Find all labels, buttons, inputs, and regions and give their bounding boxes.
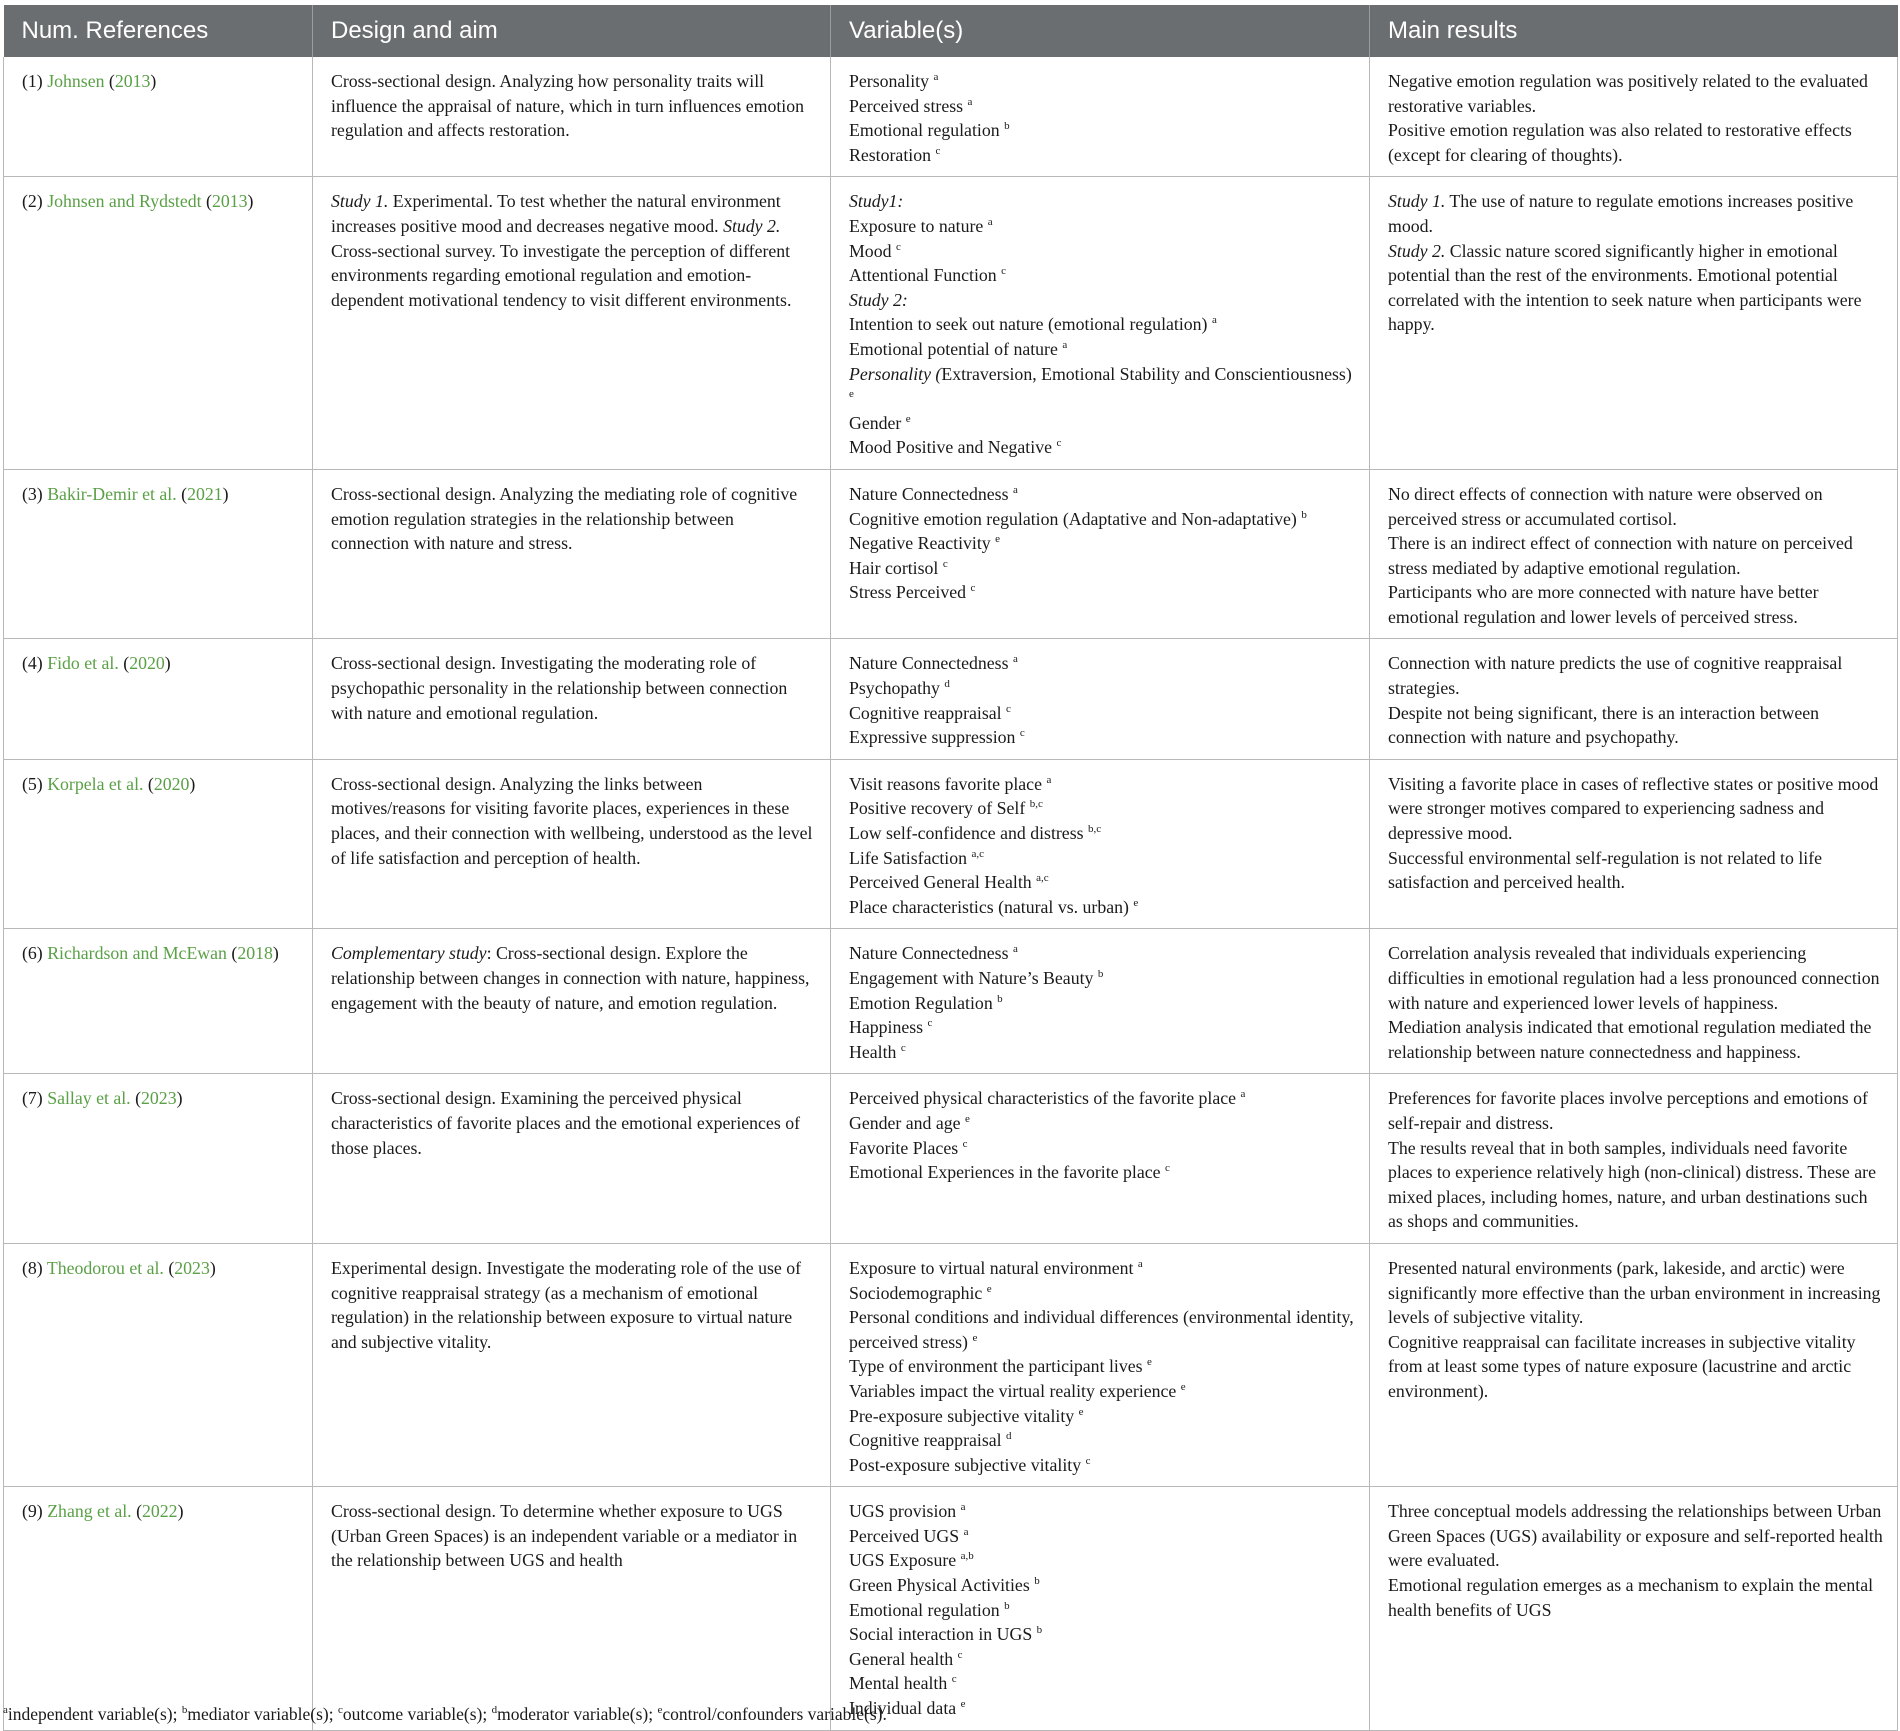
variable-item [849, 676, 1355, 701]
variable-name: Mental health [849, 1673, 948, 1694]
header-num-references: Num. References [4, 5, 313, 57]
variable-role: a [1012, 943, 1018, 956]
row-number: (8) [22, 1257, 43, 1278]
studies-table [3, 5, 1898, 1731]
footnote-marker: b [181, 1704, 188, 1717]
reference-author-link[interactable]: Richardson and McEwan [47, 943, 227, 964]
reference-cell: (9) Zhang et al. (2022) [4, 1487, 313, 1730]
footnote-text: mediator variable(s); [187, 1704, 338, 1724]
variable-name: Mood [849, 240, 892, 261]
variable-name: Negative Reactivity [849, 533, 991, 554]
variable-name: Mood Positive and Negative [849, 437, 1052, 458]
variable-name: Variables impact the virtual reality experience [849, 1380, 1177, 1401]
result-text: Classic nature scored significantly higher in emotional potential than the rest of the environments. Emotional potential correlated with the intention to seek nature when participants were happy. [1388, 240, 1862, 335]
variable-item [849, 1015, 1355, 1040]
variable-item [849, 895, 1355, 920]
design-cell [313, 639, 831, 759]
variable-item [849, 1671, 1355, 1696]
design-text: : Cross-sectional design. Explore the relationship between changes in connection with nature, happiness, engagement with the beauty of nature, and emotion regulation. [331, 943, 810, 1013]
reference-author-link[interactable]: Sallay et al. [47, 1088, 131, 1109]
variables-cell [831, 469, 1370, 639]
study-label: Study 2. [1388, 240, 1446, 261]
reference-cell: (7) Sallay et al. (2023) [4, 1074, 313, 1244]
variable-item [849, 411, 1355, 436]
result-line: Negative emotion regulation was positively related to the evaluated restorative variables. [1388, 71, 1868, 116]
variable-role: c [927, 1017, 933, 1030]
variable-item [849, 1622, 1355, 1647]
variable-role: d [944, 678, 950, 691]
variable-role: e [986, 1282, 992, 1295]
result-text: The use of nature to regulate emotions increases positive mood. [1388, 191, 1854, 236]
design-label: Complementary study [331, 943, 487, 964]
footnote-marker: c [338, 1704, 343, 1717]
table-row [4, 929, 1898, 1074]
footnote-text: moderator variable(s); [497, 1704, 658, 1724]
result-line: Mediation analysis indicated that emotional regulation mediated the relationship between nature connectedness and happiness. [1388, 1017, 1872, 1062]
variable-item [849, 870, 1355, 895]
variable-role: b [1301, 508, 1307, 521]
reference-cell: (5) Korpela et al. (2020) [4, 759, 313, 929]
variable-role: c [1056, 437, 1062, 450]
footnote-text: independent variable(s); [7, 1704, 182, 1724]
variable-name: Health [849, 1041, 897, 1062]
table-row [4, 1243, 1898, 1486]
variable-role: a [1062, 339, 1068, 352]
variable-role: b [1034, 1575, 1040, 1588]
design-text: Cross-sectional design. To determine whether exposure to UGS (Urban Green Spaces) is an independent variable or a mediator in the relationship between UGS and health [331, 1501, 798, 1571]
result-line: Three conceptual models addressing the relationships between Urban Green Spaces (UGS) availability or exposure and self-reported health were evaluated. [1388, 1501, 1883, 1571]
variable-name: Positive recovery of Self [849, 798, 1026, 819]
variable-role: a [960, 1501, 966, 1514]
variable-name: Emotion Regulation [849, 992, 993, 1013]
variable-name: Restoration [849, 144, 931, 165]
header-main-results: Main results [1370, 5, 1898, 57]
variable-item [849, 725, 1355, 750]
variable-item [849, 1524, 1355, 1549]
result-line: Emotional regulation emerges as a mechanism to explain the mental health benefits of UGS [1388, 1575, 1874, 1620]
variable-item [849, 1160, 1355, 1185]
variable-name: Personal conditions and individual differences (environmental identity, perceived stress) [849, 1307, 1354, 1352]
variable-name: Happiness [849, 1017, 924, 1038]
variable-item [849, 772, 1355, 797]
variable-item [849, 337, 1355, 362]
variable-role: b [1097, 968, 1104, 981]
footnote-marker: a [3, 1704, 8, 1717]
variable-name: Post-exposure subjective vitality [849, 1454, 1082, 1475]
result-line: Cognitive reappraisal can facilitate increases in subjective vitality from at least some types of nature exposure (lacustrine and arctic environment). [1388, 1331, 1856, 1401]
variable-item [849, 1647, 1355, 1672]
design-text: Cross-sectional design. Examining the perceived physical characteristics of favorite places and the emotional experiences of those places. [331, 1088, 801, 1158]
variable-name: Nature Connectedness [849, 483, 1009, 504]
design-cell [313, 177, 831, 470]
variable-role: a,b [960, 1550, 974, 1563]
result-line: Successful environmental self-regulation is not related to life satisfaction and perceived health. [1388, 847, 1823, 893]
reference-year-link[interactable]: 2020 [129, 653, 165, 674]
variable-name: Individual data [849, 1698, 957, 1719]
reference-author-link[interactable]: Bakir-Demir et al. [47, 483, 177, 504]
result-line: Presented natural environments (park, lakeside, and arctic) were significantly more effective than the urban environment in increasing levels of subjective vitality. [1388, 1257, 1881, 1328]
variable-item [849, 1040, 1355, 1065]
variable-item [849, 941, 1355, 966]
table-footnote [3, 1704, 887, 1725]
variable-role: a [1012, 483, 1018, 496]
variable-name: Gender and age [849, 1112, 961, 1133]
table-row [4, 639, 1898, 759]
footnote-marker: e [657, 1704, 663, 1717]
variable-item [849, 580, 1355, 605]
design-text: Cross-sectional design. Analyzing the links between motives/reasons for visiting favorite places, experiences in these places, and their connection with wellbeing, understood as the level of life satisfaction and perception of health. [331, 773, 813, 868]
variables-cell [831, 1074, 1370, 1244]
variable-role: e [849, 388, 854, 401]
variable-item [849, 1305, 1355, 1354]
study-label: Study 1. [1388, 191, 1446, 212]
variables-cell [831, 1243, 1370, 1486]
variables-cell [831, 759, 1370, 929]
table-row [4, 759, 1898, 929]
design-text: Cross-sectional design. Analyzing how personality traits will influence the appraisal of nature, which in turn influences emotion regulation and affects restoration. [331, 71, 805, 141]
variable-name: Cognitive reappraisal [849, 702, 1002, 723]
design-cell [313, 1487, 831, 1730]
variable-name: Perceived stress [849, 95, 964, 116]
variables-cell [831, 1487, 1370, 1730]
variable-item [849, 1086, 1355, 1111]
design-text: Cross-sectional design. Investigating the moderating role of psychopathic personality in the relationship between connection with nature and emotional regulation. [331, 653, 788, 723]
design-cell [313, 57, 831, 177]
design-text: Experimental. To test whether the natural environment increases positive mood and decreases negative mood. [331, 191, 781, 236]
variable-role: a,c [1036, 872, 1049, 885]
variables-cell [831, 639, 1370, 759]
variable-name: Favorite Places [849, 1137, 959, 1158]
variable-name: Attentional Function [849, 265, 997, 286]
variable-item [849, 312, 1355, 337]
variable-role: a [1211, 314, 1217, 327]
reference-cell: (1) Johnsen (2013) [4, 57, 313, 177]
variables-cell [831, 929, 1370, 1074]
result-line: Positive emotion regulation was also related to restorative effects (except for clearing of thoughts). [1388, 120, 1852, 165]
variable-name: Social interaction in UGS [849, 1624, 1033, 1645]
variable-role: c [1165, 1162, 1170, 1175]
footnote-text: control/confounders variable(s). [662, 1704, 887, 1724]
reference-cell: (8) Theodorou et al. (2023) [4, 1243, 313, 1486]
reference-year-link[interactable]: 2013 [114, 71, 151, 91]
header-row [4, 5, 1898, 57]
variable-role: a [967, 95, 973, 108]
design-text: Cross-sectional survey. To investigate the perception of different environments regarding emotional regulation and emotion-dependent motivational tendency to visit different environments. [331, 240, 792, 310]
variable-item [849, 1354, 1355, 1379]
variable-role: c [970, 582, 976, 595]
reference-year-link[interactable]: 2021 [187, 483, 223, 504]
variable-name: Perceived UGS [849, 1525, 960, 1546]
variable-role: c [951, 1673, 957, 1686]
design-text: Cross-sectional design. Analyzing the mediating role of cognitive emotion regulation strategies in the relationship between connection with nature and stress. [331, 483, 798, 554]
variable-name: Intention to seek out nature (emotional regulation) [849, 314, 1208, 335]
variable-name: Low self-confidence and distress [849, 823, 1084, 844]
row-number: (7) [22, 1088, 43, 1109]
variable-name: Life Satisfaction [849, 847, 968, 868]
reference-year-link[interactable]: 2018 [237, 943, 273, 964]
result-line: Visiting a favorite place in cases of reflective states or positive mood were stronger motives compared to experiencing sadness and depressive mood. [1388, 773, 1879, 844]
variable-item [849, 846, 1355, 871]
variable-name: UGS Exposure [849, 1550, 957, 1571]
variable-name: Gender [849, 412, 902, 433]
variable-role: a [963, 1525, 969, 1538]
row-number: (2) [22, 191, 43, 212]
variable-role: e [972, 1331, 978, 1344]
reference-cell: (2) Johnsen and Rydstedt (2013) [4, 177, 313, 470]
variable-name: Emotional potential of nature [849, 338, 1058, 359]
results-cell [1370, 639, 1898, 759]
variable-role: c [895, 240, 901, 253]
variable-role: a [987, 216, 993, 229]
results-cell [1370, 1074, 1898, 1244]
reference-cell: (4) Fido et al. (2020) [4, 639, 313, 759]
variable-item [849, 1428, 1355, 1453]
design-cell [313, 1243, 831, 1486]
design-text: Experimental design. Investigate the moderating role of the use of cognitive reappraisal strategy (as a mechanism of emotional regulation) in the relationship between exposure to virtual nature and subjective vitality. [331, 1257, 802, 1352]
variable-role: b [1004, 1599, 1010, 1612]
result-line [1388, 239, 1883, 337]
variable-name: Emotional regulation [849, 1599, 1000, 1620]
variable-role: d [1006, 1430, 1012, 1443]
variable-item [849, 991, 1355, 1016]
variable-item [849, 556, 1355, 581]
variable-role: b,c [1088, 823, 1102, 836]
variable-item [849, 69, 1355, 94]
variable-item [849, 214, 1355, 239]
footnote-text: outcome variable(s); [342, 1704, 492, 1724]
variable-name: Psychopathy [849, 678, 940, 699]
variable-item [849, 362, 1355, 411]
variable-name: Place characteristics (natural vs. urban) [849, 896, 1129, 917]
variable-item [849, 435, 1355, 460]
variable-item [849, 1598, 1355, 1623]
variable-name: Extraversion, Emotional Stability and Conscientiousness) [941, 363, 1352, 384]
row-number: (6) [22, 943, 43, 964]
row-number: (5) [22, 773, 43, 794]
variable-name: Hair cortisol [849, 557, 939, 578]
reference-author-link[interactable]: Johnsen and Rydstedt [47, 191, 202, 212]
variable-name: Pre-exposure subjective vitality [849, 1405, 1075, 1426]
variable-role: c [957, 1648, 963, 1661]
variable-role: c [1019, 727, 1025, 740]
reference-year-link[interactable]: 2023 [141, 1088, 177, 1109]
result-line: Preferences for favorite places involve perceptions and emotions of self-repair and distress. [1388, 1088, 1868, 1133]
variable-role: c [1001, 265, 1007, 278]
variable-name: Personality [849, 71, 930, 91]
variable-role: c [1085, 1454, 1091, 1467]
variable-name: Expressive suppression [849, 727, 1016, 748]
result-line: Connection with nature predicts the use of cognitive reappraisal strategies. [1388, 653, 1843, 699]
reference-author-link[interactable]: Zhang et al. [47, 1501, 132, 1522]
variable-role: c [1006, 702, 1011, 715]
design-cell [313, 469, 831, 639]
variable-role: a [1137, 1258, 1143, 1271]
reference-year-link[interactable]: 2022 [142, 1501, 178, 1522]
variable-role: a [1046, 773, 1052, 786]
variable-name: Visit reasons favorite place [849, 773, 1042, 794]
reference-cell: (6) Richardson and McEwan (2018) [4, 929, 313, 1074]
variable-item [849, 1499, 1355, 1524]
header-variables: Variable(s) [831, 5, 1370, 57]
result-line [1388, 189, 1883, 238]
variable-item [849, 239, 1355, 264]
variable-item [849, 1548, 1355, 1573]
variable-role: a [1240, 1088, 1246, 1101]
table-row [4, 57, 1898, 177]
reference-author-link[interactable]: Fido et al. [47, 653, 119, 674]
variable-item [849, 1379, 1355, 1404]
variable-item [849, 651, 1355, 676]
variable-role: e [1133, 896, 1139, 909]
variable-role: e [1147, 1356, 1152, 1369]
variable-name: Emotional Experiences in the favorite place [849, 1162, 1161, 1183]
design-cell [313, 759, 831, 929]
table-row [4, 469, 1898, 639]
variable-item [849, 1453, 1355, 1478]
variable-name: Exposure to virtual natural environment [849, 1257, 1134, 1278]
variable-role: e [995, 533, 1001, 546]
variable-name: Exposure to nature [849, 215, 984, 236]
variable-name: Stress Perceived [849, 582, 967, 603]
variable-name: Personality ( [849, 363, 942, 384]
study-label: Study 2. [723, 215, 781, 236]
variable-role: a [933, 71, 939, 84]
variables-study-heading: Study1: [849, 191, 904, 212]
variable-name: Nature Connectedness [849, 943, 1009, 964]
variable-item [849, 1136, 1355, 1161]
study-label: Study 1. [331, 191, 389, 212]
reference-year-link[interactable]: 2023 [174, 1257, 210, 1278]
reference-year-link[interactable]: 2013 [211, 191, 248, 212]
variables-cell [831, 177, 1370, 470]
variable-name: Engagement with Nature’s Beauty [849, 968, 1094, 988]
variable-item [849, 701, 1355, 726]
variable-role: e [960, 1698, 966, 1711]
footnote-marker: d [491, 1704, 498, 1717]
variable-item [849, 507, 1355, 532]
header-design-aim: Design and aim [313, 5, 831, 57]
table-row [4, 177, 1898, 470]
variable-item [849, 531, 1355, 556]
results-cell [1370, 177, 1898, 470]
row-number: (9) [22, 1501, 43, 1522]
table-row [4, 1487, 1898, 1730]
variable-role: b [1004, 120, 1010, 133]
variable-item [849, 966, 1355, 991]
variable-name: Perceived physical characteristics of the favorite place [849, 1088, 1237, 1109]
variable-item [849, 118, 1355, 143]
variable-item [849, 1281, 1355, 1306]
results-cell [1370, 1487, 1898, 1730]
variable-name: Emotional regulation [849, 120, 1000, 141]
variable-name: Sociodemographic [849, 1282, 983, 1303]
variable-role: c [935, 144, 941, 157]
row-number: (3) [22, 483, 43, 504]
variable-role: c [900, 1041, 906, 1054]
variable-name: Perceived General Health [849, 872, 1032, 893]
variable-item [849, 796, 1355, 821]
variable-item [849, 1256, 1355, 1281]
results-cell [1370, 57, 1898, 177]
results-cell [1370, 1243, 1898, 1486]
variable-item [849, 1111, 1355, 1136]
result-line: There is an indirect effect of connection with nature on perceived stress mediated by adaptive emotional regulation. [1388, 533, 1853, 578]
variable-role: b [1036, 1624, 1043, 1637]
row-number: (4) [22, 653, 43, 674]
results-cell [1370, 759, 1898, 929]
result-line: The results reveal that in both samples, individuals need favorite places to experience relatively high (non-clinical) distress. These are mixed places, including homes, nature, and urban destinations such as shops and communities. [1388, 1137, 1876, 1232]
reference-year-link[interactable]: 2020 [153, 773, 190, 794]
variable-name: Nature Connectedness [849, 653, 1009, 674]
results-cell [1370, 469, 1898, 639]
result-line: No direct effects of connection with nature were observed on perceived stress or accumulated cortisol. [1388, 483, 1823, 529]
variable-item [849, 482, 1355, 507]
variable-role: c [962, 1137, 968, 1150]
variables-study-heading: Study 2: [849, 289, 908, 310]
variable-item [849, 1573, 1355, 1598]
results-cell [1370, 929, 1898, 1074]
result-line: Despite not being significant, there is an interaction between connection with nature and psychopathy. [1388, 702, 1820, 748]
variable-item [849, 94, 1355, 119]
variable-name: General health [849, 1648, 954, 1669]
variables-cell [831, 57, 1370, 177]
reference-cell: (3) Bakir-Demir et al. (2021) [4, 469, 313, 639]
variable-role: e [1078, 1405, 1084, 1418]
variable-item [849, 821, 1355, 846]
reference-author-link[interactable]: Johnsen [47, 71, 105, 91]
variable-role: a,c [971, 847, 984, 860]
variable-role: c [942, 557, 948, 570]
result-line: Correlation analysis revealed that individuals experiencing difficulties in emotional regulation had a less pronounced connection with nature and experienced lower levels of happiness. [1388, 943, 1880, 1013]
variable-name: UGS provision [849, 1501, 957, 1522]
reference-author-link[interactable]: Korpela et al. [47, 773, 144, 794]
variable-role: e [965, 1113, 970, 1126]
design-cell [313, 1074, 831, 1244]
variable-role: e [905, 412, 911, 425]
table-row [4, 1074, 1898, 1244]
variable-item [849, 1696, 1355, 1721]
variable-item [849, 143, 1355, 168]
variable-role: b,c [1029, 798, 1043, 811]
variable-name: Cognitive reappraisal [849, 1430, 1002, 1451]
reference-author-link[interactable]: Theodorou et al. [46, 1257, 164, 1278]
variable-role: a [1012, 653, 1018, 666]
variable-name: Type of environment the participant lives [849, 1356, 1143, 1377]
variable-item [849, 1404, 1355, 1429]
variable-item [849, 263, 1355, 288]
variable-role: e [1180, 1380, 1186, 1393]
row-number: (1) [22, 71, 43, 91]
result-line: Participants who are more connected with nature have better emotional regulation and lower levels of perceived stress. [1388, 582, 1819, 627]
variable-role: b [997, 992, 1003, 1005]
variable-name: Green Physical Activities [849, 1575, 1030, 1596]
design-cell [313, 929, 831, 1074]
variable-name: Cognitive emotion regulation (Adaptative and Non-adaptative) [849, 508, 1297, 529]
